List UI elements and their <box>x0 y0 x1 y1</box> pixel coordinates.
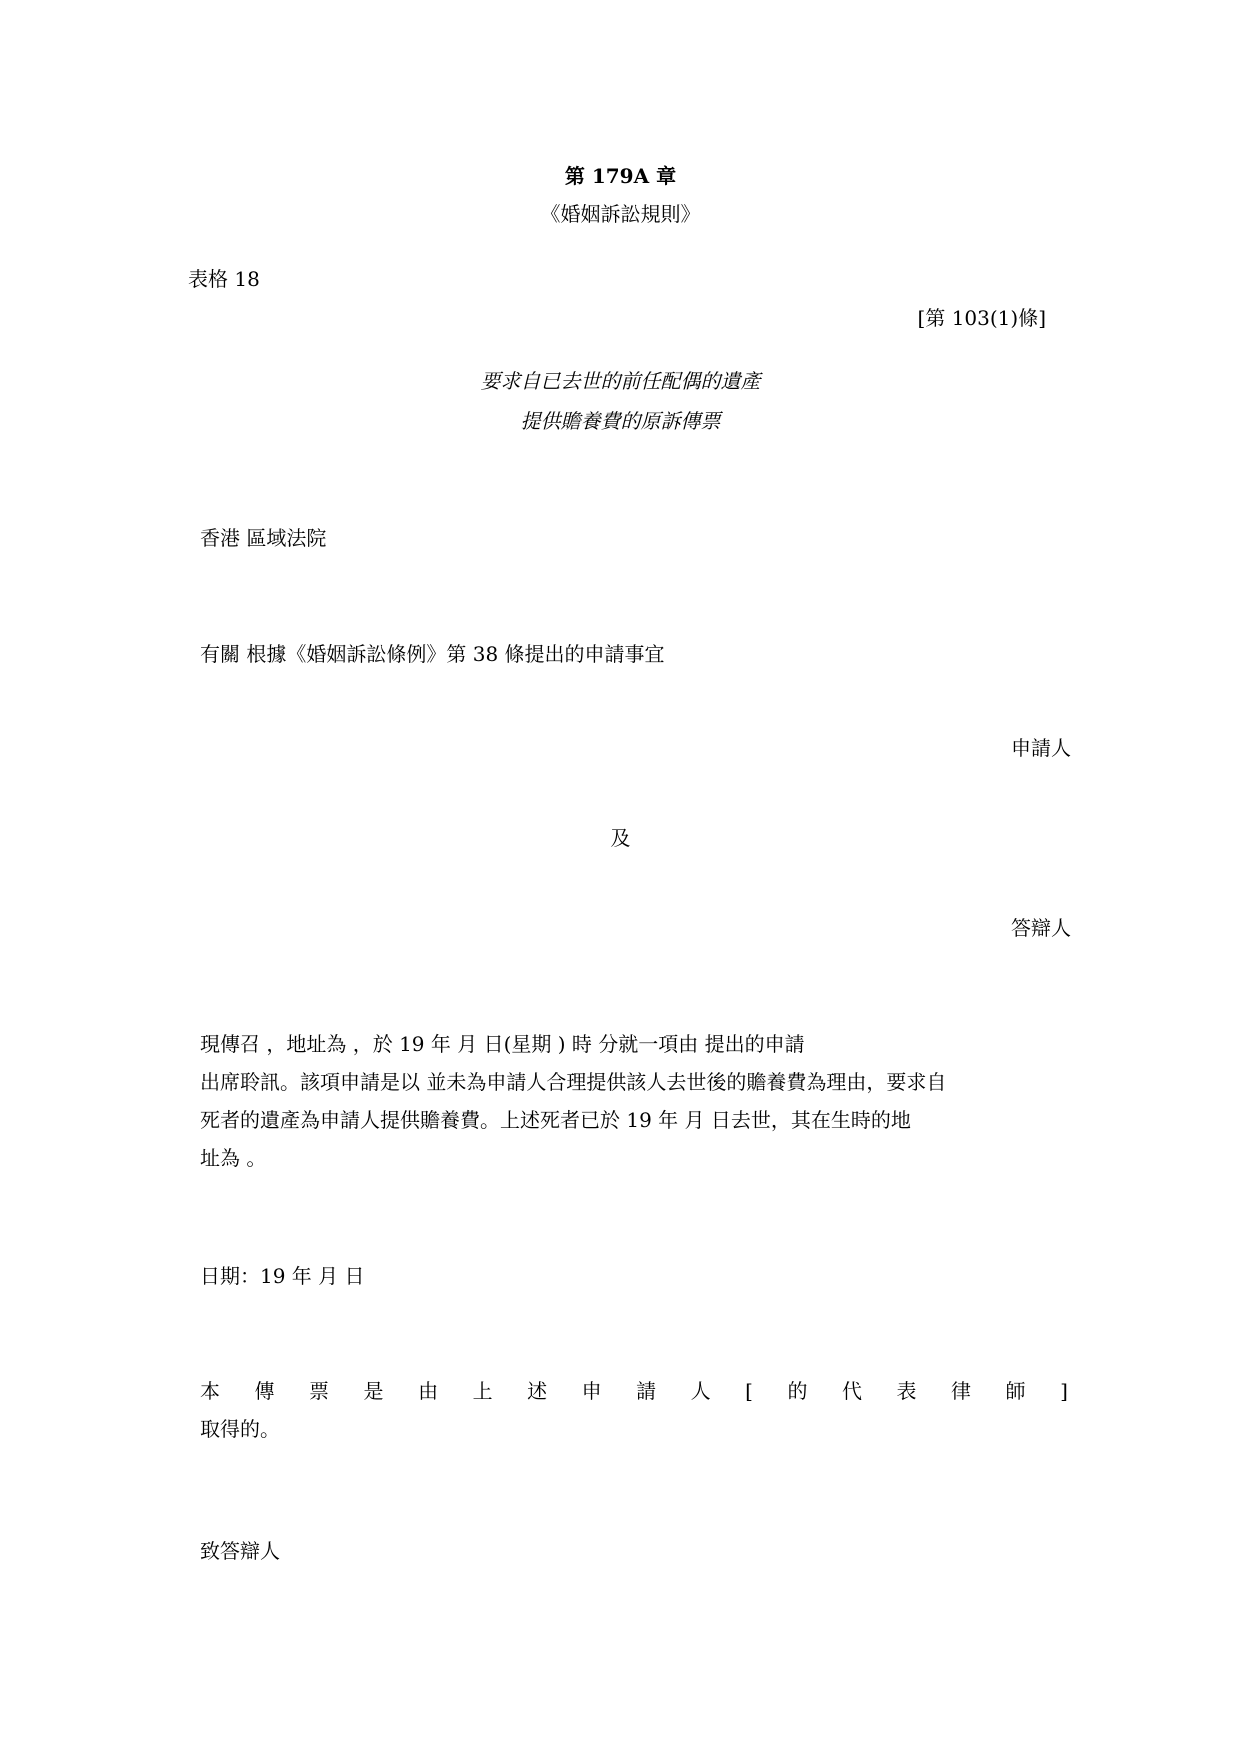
issued-by-char: 是 <box>363 1379 384 1403</box>
rules-title: 《婚姻訴訟規則》 <box>540 202 701 226</box>
issued-by-line-1 <box>200 1372 1068 1410</box>
matter-heading: 有關 根據《婚姻訴訟條例》第 38 條提出的申請事宜 <box>200 642 665 666</box>
issued-by-char: 的 <box>787 1379 808 1403</box>
date-line: 日期：19 年 月 日 <box>200 1264 365 1288</box>
summons-paragraph <box>200 1025 1068 1177</box>
issued-by-char: [ <box>745 1379 753 1403</box>
applicant-label: 申請人 <box>1011 736 1071 760</box>
issued-by-char: 上 <box>472 1379 493 1403</box>
summons-line: 址為 。 <box>200 1146 267 1170</box>
issued-by-char: 本 <box>200 1379 220 1403</box>
to-respondent: 致答辯人 <box>200 1539 280 1563</box>
issued-by-char: 師 <box>1005 1379 1026 1403</box>
issued-by-paragraph <box>200 1372 1068 1448</box>
chapter-heading: 第 179A 章 <box>564 164 677 188</box>
issued-by-char: 票 <box>309 1379 330 1403</box>
issued-by-char: 表 <box>896 1379 917 1403</box>
issued-by-char: ] <box>1060 1379 1068 1403</box>
issued-by-char: 傳 <box>254 1379 275 1403</box>
summons-line: 出席聆訊。該項申請是以 並未為申請人合理提供該人去世後的贍養費為理由，要求自 <box>200 1070 947 1094</box>
document-title-line-2: 提供贍養費的原訴傳票 <box>520 409 721 433</box>
issued-by-char: 律 <box>951 1379 972 1403</box>
summons-line: 死者的遺產為申請人提供贍養費。上述死者已於 19 年 月 日去世，其在生時的地 <box>200 1108 911 1132</box>
and-label: 及 <box>610 826 631 850</box>
issued-by-char: 由 <box>418 1379 439 1403</box>
issued-by-char: 申 <box>581 1379 602 1403</box>
summons-line: 現傳召 ，地址為 ，於 19 年 月 日(星期 ) 時 分就一項由 提出的申請 <box>200 1032 805 1056</box>
respondent-label: 答辯人 <box>1011 916 1071 940</box>
issued-by-char: 述 <box>527 1379 548 1403</box>
section-reference: [第 103(1)條] <box>917 306 1046 330</box>
issued-by-char: 代 <box>842 1379 862 1403</box>
form-number: 表格 18 <box>188 267 260 291</box>
issued-by-char: 人 <box>690 1379 711 1403</box>
document-title-line-1: 要求自已去世的前任配偶的遺產 <box>480 369 761 393</box>
court-name: 香港 區域法院 <box>200 526 327 550</box>
issued-by-char: 請 <box>636 1379 657 1403</box>
issued-by-line-2: 取得的。 <box>200 1417 280 1441</box>
